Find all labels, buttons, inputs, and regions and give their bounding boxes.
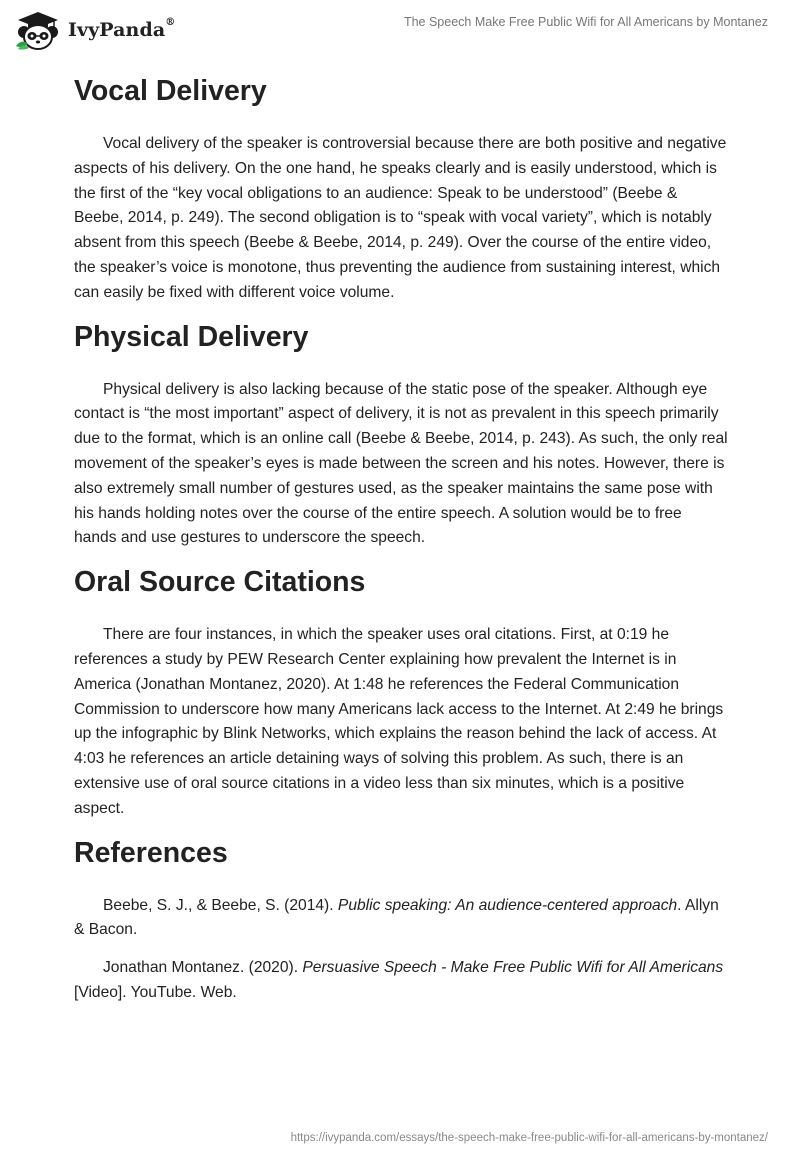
section-paragraph-oral-source-citations: There are four instances, in which the speaker uses oral citations. First, at 0:19 he references a study by PEW Research Center explaining how prevalent the Internet is in America (Jonathan Montanez, 2020). At 1:48 he references the Federal Communication Commission to underscore how many Americans lack access to the Internet. At 2:49 he brings up the infographic by Blink Networks, which explains the reason behind the lack of access. At 4:03 he references an article detaining ways of solving this problem. As such, there is an extensive use of oral source citations in a video less than six minutes, which is a positive aspect. xyxy=(74,626,724,817)
section-heading-vocal-delivery: Vocal Delivery xyxy=(74,75,267,107)
section-heading-oral-source-citations: Oral Source Citations xyxy=(74,566,366,599)
references-heading: References xyxy=(74,836,228,869)
source-url[interactable]: https://ivypanda.com/essays/the-speech-make-free-public-wifi-for-all-americans-by-montanez/ xyxy=(290,1132,768,1144)
document-title: The Speech Make Free Public Wifi for All Americans by Montanez xyxy=(403,15,768,29)
essay-body xyxy=(74,68,728,1006)
page-header xyxy=(0,0,800,56)
reference-item: Beebe, S. J., & Beebe, S. (2014). Public speaking: An audience-centered approach. Allyn & Bacon. xyxy=(74,896,719,939)
reference-item: Jonathan Montanez. (2020). Persuasive Speech - Make Free Public Wifi for All Americans [Video]. YouTube. Web. xyxy=(74,959,724,1001)
brand-name: IvyPanda® xyxy=(68,17,176,41)
section-paragraph-physical-delivery: Physical delivery is also lacking because of the static pose of the speaker. Although eye contact is “the most important” aspect of delivery, it is not as prevalent in this speech primarily due to the format, which is an online call (Beebe & Beebe, 2014, p. 243). As such, the only real movement of the speaker’s eyes is made between the screen and his notes. However, there is also extremely small number of gestures used, as the speaker maintains the same pose with his hands holding notes over the course of the entire speech. A solution would be to free hands and use gestures to underscore the speech. xyxy=(74,380,728,547)
section-heading-physical-delivery: Physical Delivery xyxy=(74,320,309,353)
panda-graduate-icon xyxy=(14,10,62,50)
section-paragraph-vocal-delivery: Vocal delivery of the speaker is controversial because there are both positive and negative aspects of his delivery. On the one hand, he speaks clearly and is easily understood, which is the first of the “key vocal obligations to an audience: Speak to be understood” (Beebe & Beebe, 2014, p. 249). The second obligation is to “speak with vocal variety”, which is notably absent from this speech (Beebe & Beebe, 2014, p. 249). Over the course of the entire video, the speaker’s voice is monotone, thus preventing the audience from sustaining interest, which can easily be fixed with different voice volume. xyxy=(74,135,727,301)
ivypanda-logo[interactable] xyxy=(14,10,175,50)
